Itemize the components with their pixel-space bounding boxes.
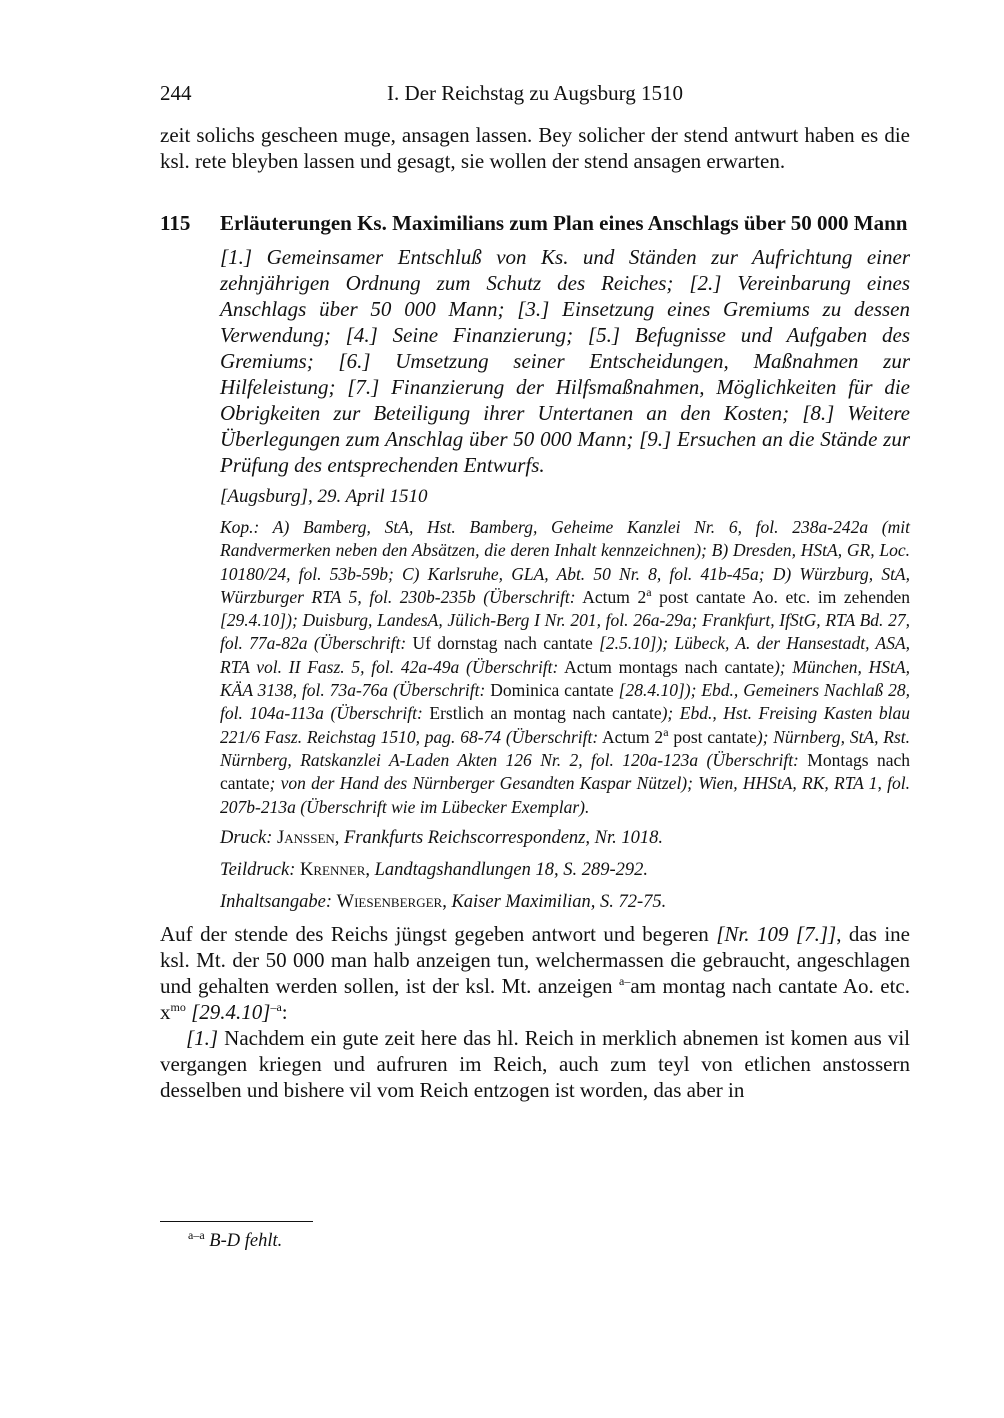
main-a: Auf der stende des Reichs jüngst gegeben antwort und begeren: [160, 921, 709, 946]
kop-rubric-1b: post cantate Ao. etc. im zehenden: [659, 586, 910, 607]
main-c: am montag nach cantate Ao. etc. x: [160, 973, 910, 1024]
document-entry: [160, 210, 910, 915]
variant-mark-open: a–: [619, 973, 631, 988]
kop-rubric-6: Actum 2: [602, 726, 664, 747]
kop-part-6: ); Ebd., Hst. Freising Kasten blau 221/6 Fasz. Reichstag 1510, pag. 68-74 (Überschrift:: [220, 703, 910, 747]
kop-part-2: [29.4.10]); Duisburg, LandesA, Jülich-Berg I Nr. 201, fol. 26a-29a; Frankfurt, IfStG, RTA Bd. 27, fol. 77a-82a (Überschrift:: [220, 610, 910, 654]
kop-rubric-6-sup: a: [663, 724, 669, 739]
kop-rubric-4: Dominica cantate: [490, 680, 614, 701]
druck-text: Frankfurts Reichscorrespondenz, Nr. 1018.: [344, 827, 663, 848]
druck-label: Druck:: [220, 827, 273, 848]
document-date: [Augsburg], 29. April 1510: [220, 486, 428, 507]
running-title: I. Der Reichstag zu Augsburg 1510: [387, 81, 683, 105]
document-summary: [1.] Gemeinsamer Entschluß von Ks. und Ständen zur Aufrichtung einer zehnjährigen Ordnung zum Schutz des Reiches; [2.] Vereinbarung eines Anschlags über 50 000 Mann; [3.] Einsetzung eines Gremiums zu dessen Verwendung; [4.] Seine Finanzierung; [5.] Befugnisse und Aufgaben des Gremiums; [6.] Umsetzung seiner Entscheidungen, Maßnahmen zur Hilfeleistung; [7.] Finanzierung der Hilfsmaßnahmen, Möglichkeiten für die Obrigkeiten zur Beteiligung ihrer Untertanen an den Kosten; [8.] Weitere Überlegungen zum Anschlag über 50 000 Mann; [9.] Ersuchen an die Stände zur Prüfung des entsprechenden Entwurfs.: [220, 245, 910, 477]
variant-mark-close: –a: [270, 999, 282, 1014]
teildruck-author: Krenner,: [300, 859, 370, 880]
inhalt-label: Inhaltsangabe:: [220, 891, 333, 912]
footnote-text: B-D fehlt.: [209, 1231, 283, 1251]
kop-part-3: [2.5.10]); Lübeck, A. der Hansestadt, ASA, RTA vol. II Fasz. 5, fol. 42a-49a (Überschrift:: [220, 633, 911, 677]
section-number: [1.]: [186, 1025, 219, 1050]
kop-part-8: ; von der Hand des Nürnberger Gesandten Kaspar Nützel); Wien, HHStA, RK, RTA 1, fol. 207b-213a (Überschrift wie im Lübecker Exemplar).: [220, 773, 910, 817]
page-number: 244: [160, 81, 192, 105]
main-c-end: :: [281, 999, 288, 1024]
main-c-sup: mo: [170, 999, 186, 1014]
teildruck-line: [220, 857, 910, 883]
teildruck-label: Teildruck:: [220, 859, 296, 880]
sources-apparatus: [220, 516, 910, 819]
running-header: [160, 78, 910, 108]
druck-author: Janssen,: [277, 827, 340, 848]
footnote-rule: [160, 1221, 313, 1222]
kop-part-5: [28.4.10]); Ebd., Gemeiners Nachlaß 28, fol. 104a-113a (Überschrift:: [220, 680, 911, 724]
intro-paragraph: zeit solichs gescheen muge, ansagen lassen. Bey solicher der stend antwurt haben es die ksl. rete bleyben lassen und gesagt, sie wollen der stend ansagen erwarten.: [160, 123, 910, 173]
kop-part-7: ); Nürnberg, StA, Rst. Nürnberg, Ratskanzlei A-Laden Akten 126 Nr. 2, fol. 120a-123a (Überschrift:: [220, 726, 911, 770]
kop-rubric-1: Actum 2: [582, 586, 647, 607]
druck-line: [220, 825, 910, 851]
kop-rubric-3: Actum montags nach cantate: [564, 656, 774, 677]
teildruck-text: Landtagshandlungen 18, S. 289-292.: [374, 859, 649, 880]
footnote-mark: a–a: [188, 1227, 205, 1242]
inhalt-text: Kaiser Maximilian, S. 72-75.: [451, 891, 667, 912]
kop-rubric-7: Montags nach cantate: [220, 749, 910, 794]
kop-part-4: ); München, HStA, KÄA 3138, fol. 73a-76a (Überschrift:: [220, 656, 910, 701]
main-b: , das ine ksl. Mt. der 50 000 man halb anzeigen tun, welchermassen die gebraucht, angeschlagen und gehalten werden sollen, ist der ksl. Mt. anzeigen: [160, 921, 910, 998]
inhalt-author: Wiesenberger,: [336, 891, 447, 912]
document-title: Erläuterungen Ks. Maximilians zum Plan eines Anschlags über 50 000 Mann: [220, 211, 908, 235]
document-number: 115: [160, 211, 191, 235]
kop-rubric-1-sup: a: [646, 585, 652, 600]
main-c-ref: [29.4.10]: [191, 999, 271, 1024]
kop-rubric-6b: post cantate: [673, 726, 757, 747]
main-paragraph-1: [160, 921, 910, 1025]
inhaltsangabe-line: [220, 889, 910, 915]
kop-rubric-5: Erstlich an montag nach cantate: [429, 703, 662, 724]
main-paragraph-2: [160, 1025, 910, 1103]
main-p2-text: Nachdem ein gute zeit here das hl. Reich in merklich abnemen ist komen aus vil vergangen kriegen und aufruren im Reich, auch zum teyl von etlichen anstossern desselben und bishere vil vom Reich entzogen ist worden, das aber in: [160, 1025, 910, 1102]
main-text: [160, 921, 910, 1103]
footnote: [188, 1228, 282, 1254]
page: [160, 78, 910, 1103]
main-a-ref: [Nr. 109 [7.]]: [716, 921, 837, 946]
kop-rubric-2: Uf dornstag nach cantate: [412, 633, 593, 654]
kop-part-1: Kop.: A) Bamberg, StA, Hst. Bamberg, Geheime Kanzlei Nr. 6, fol. 238a-242a (mit Randvermerken neben den Absätzen, die deren Inhalt kennzeichnen); B) Dresden, HStA, GR, Loc. 10180/24, fol. 53b-59b; C) Karlsruhe, GLA, Abt. 50 Nr. 8, fol. 41b-45a; D) Würzburg, StA, Würzburger RTA 5, fol. 230b-235b (Überschrift:: [220, 517, 910, 607]
